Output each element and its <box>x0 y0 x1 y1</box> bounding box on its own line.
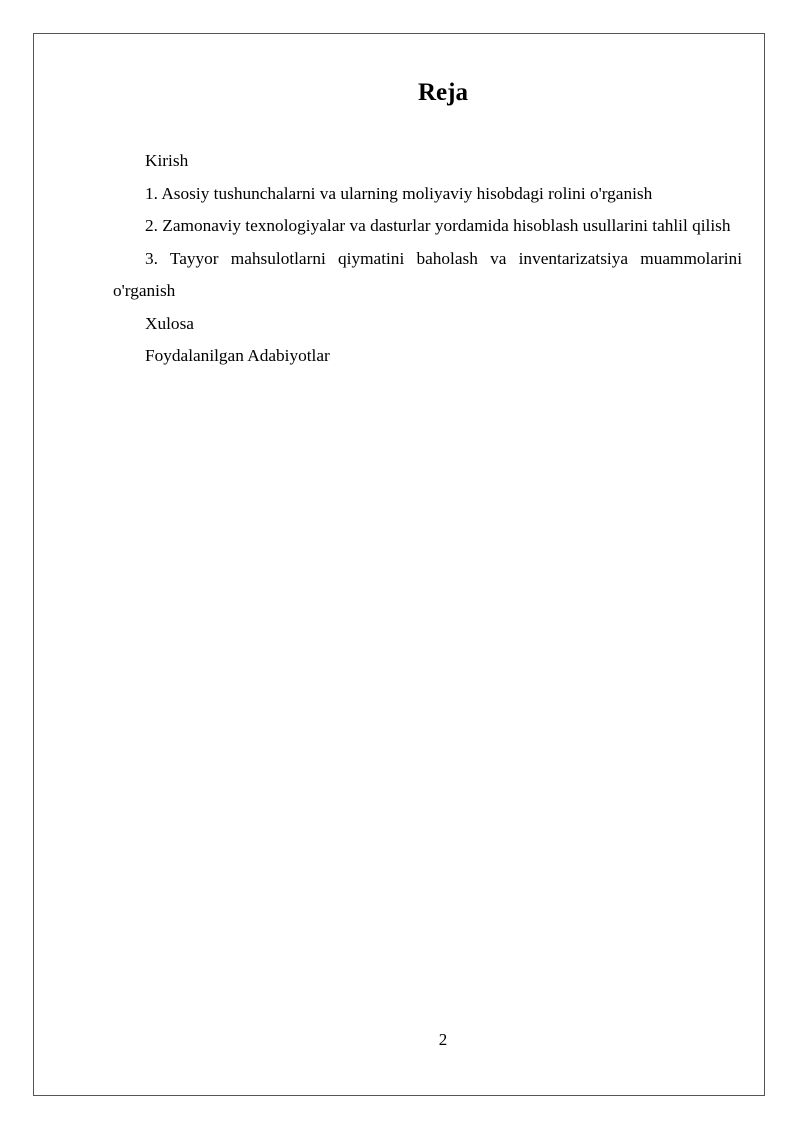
plan-item-references: Foydalanilgan Adabiyotlar <box>145 346 330 365</box>
plan-item-2: 2. Zamonaviy texnologiyalar va dasturlar yordamida hisoblash usullarini tahlil qilish <box>145 216 731 235</box>
plan-item-introduction: Kirish <box>145 151 189 170</box>
page-title: Reja <box>418 79 468 106</box>
page-number: 2 <box>438 1030 448 1049</box>
plan-list <box>113 145 742 373</box>
plan-item-conclusion: Xulosa <box>145 313 194 333</box>
plan-item-1: 1. Asosiy tushunchalarni va ularning moliyaviy hisobdagi rolini o'rganish <box>145 183 653 203</box>
plan-item-3: 3. Tayyor mahsulotlarni qiymatini baholash va inventarizatsiya muammolarini o'rganish <box>113 248 742 300</box>
